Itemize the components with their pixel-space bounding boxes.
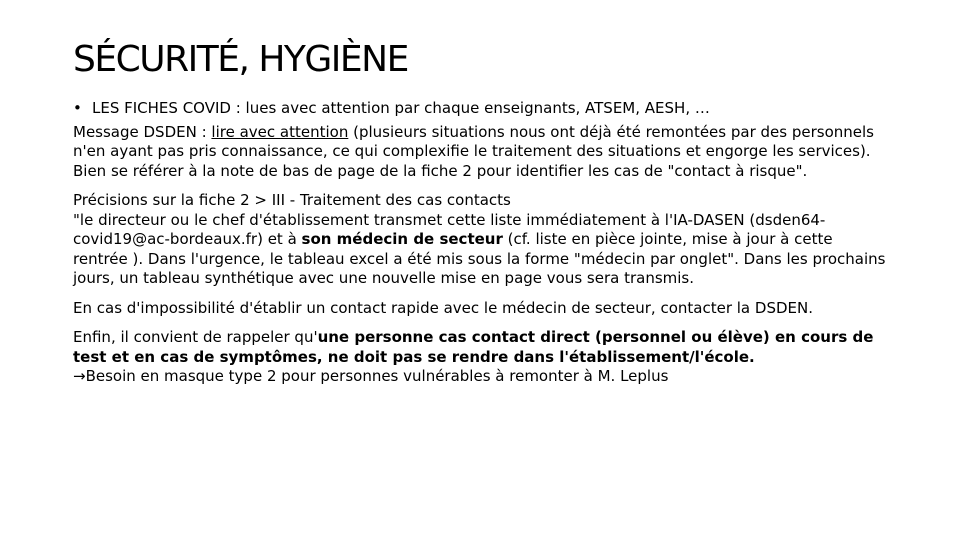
impossibility-paragraph: En cas d'impossibilité d'établir un contact rapide avec le médecin de secteur, contacter la DSDEN. xyxy=(73,298,813,317)
reminder-paragraph xyxy=(73,328,888,387)
dsden-message-rest: (plusieurs situations nous ont déjà été remontées par des personnels n'en ayant pas pris connaissance, ce qui complexifie le traitement des situations et engorge les services). Bien se référer à la note de bas de page de la fiche 2 pour identifier les cas de "contact à risque". xyxy=(73,122,874,180)
precisions-paragraph xyxy=(73,191,888,289)
bullet-dot-icon: • xyxy=(73,99,82,117)
precisions-heading-line: Précisions sur la fiche 2 > III - Traitement des cas contacts xyxy=(73,191,511,209)
slide-content xyxy=(73,99,888,387)
arrow-right-icon: → xyxy=(73,367,86,385)
dsden-message-lead: Message DSDEN : xyxy=(73,122,212,141)
dsden-message-underlined: lire avec attention xyxy=(211,122,349,141)
bullet-text: LES FICHES COVID : lues avec attention par chaque enseignants, ATSEM, AESH, … xyxy=(92,99,710,117)
precisions-rest: (cf. liste en pièce jointe, mise à jour à cette rentrée ). Dans l'urgence, le tableau excel a été mis sous la forme "médecin par onglet". Dans les prochains jours, un tableau synthétique avec une nouvelle mise en page vous sera transmis. xyxy=(73,230,886,287)
bullet-item xyxy=(73,99,888,119)
reminder-lead: Enfin, il convient de rappeler qu' xyxy=(73,328,318,346)
reminder-bold: une personne cas contact direct (personnel ou élève) en cours de test et en cas de symptômes, ne doit pas se rendre dans l'établissement/l'école. xyxy=(73,328,874,366)
slide-title: SÉCURITÉ, HYGIÈNE xyxy=(73,39,408,80)
mask-need-text: Besoin en masque type 2 pour personnes vulnérables à remonter à M. Leplus xyxy=(85,367,669,385)
dsden-message-paragraph xyxy=(73,123,888,182)
precisions-lead: "le directeur ou le chef d'établissement transmet cette liste immédiatement à l'IA-DASEN (dsden64-covid19@ac-bordeaux.fr) et à xyxy=(73,210,826,248)
precisions-bold: son médecin de secteur xyxy=(301,230,503,248)
